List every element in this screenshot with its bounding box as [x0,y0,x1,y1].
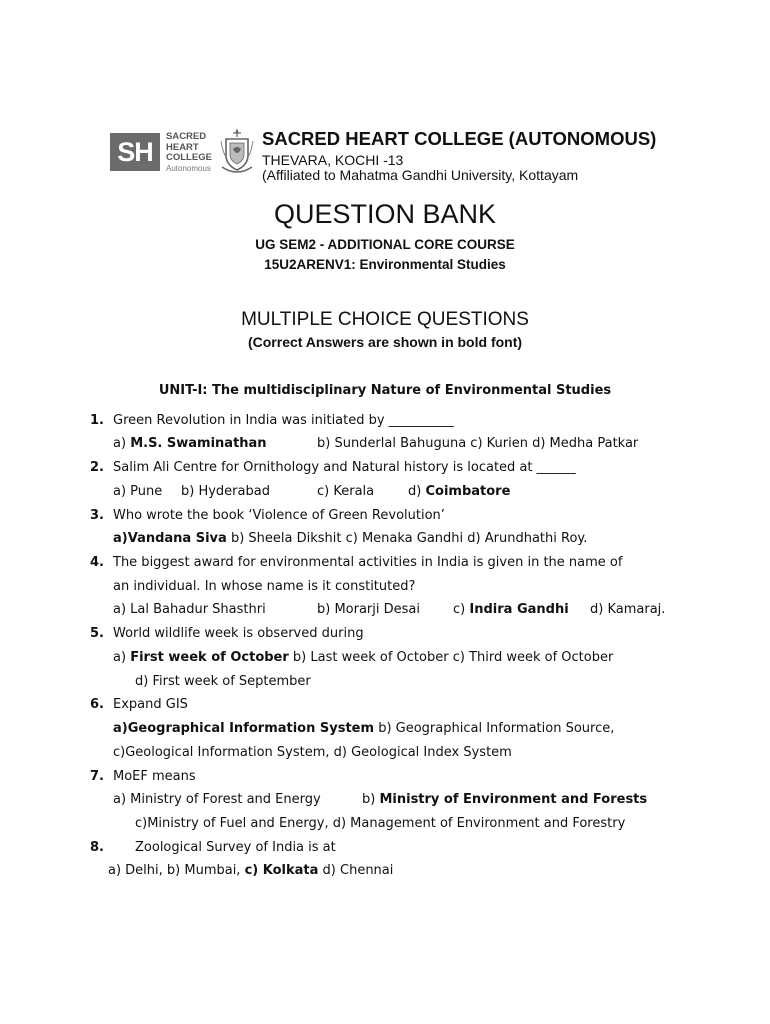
logo-line-4: Autonomous [166,163,211,173]
question-3-text: Who wrote the book ‘Violence of Green Revolution’ [113,508,445,523]
college-address: THEVARA, KOCHI -13 [262,152,404,168]
option-label: a) [113,436,127,451]
question-1-options [113,436,267,451]
section-title: MULTIPLE CHOICE QUESTIONS [241,309,529,330]
crest-icon [220,127,254,177]
correct-answer: Ministry of Environment and Forests [379,792,648,807]
college-affiliation: (Affiliated to Mahatma Gandhi University, Kottayam [262,167,579,183]
question-8-number: 8. [90,840,104,855]
logo-wordmark [166,132,212,174]
option-label: d) [408,484,422,499]
correct-answer: Indira Gandhi [469,602,569,617]
question-2-text: Salim Ali Centre for Ornithology and Natural history is located at ______ [113,460,576,475]
question-2-option-d [408,484,510,499]
question-4-text-line-2: an individual. In whose name is it constituted? [113,579,416,594]
question-7-options-line-2: c)Ministry of Fuel and Energy, d) Management of Environment and Forestry [135,816,626,831]
course-code-line: 15U2ARENV1: Environmental Studies [264,257,506,272]
question-4-option-d: d) Kamaraj. [590,602,666,617]
question-6-options-line-2: c)Geological Information System, d) Geological Index System [113,745,512,760]
document-title: QUESTION BANK [273,199,497,229]
option-label: c) [453,602,466,617]
question-4-option-a: a) Lal Bahadur Shasthri [113,602,266,617]
question-7-number: 7. [90,769,104,784]
section-note: (Correct Answers are shown in bold font) [247,334,523,350]
correct-answer: Coimbatore [425,484,511,499]
question-1-other-options: b) Sunderlal Bahuguna c) Kurien d) Medha Patkar [317,436,639,451]
other-options: a) Delhi, b) Mumbai, [108,863,241,878]
question-7-text: MoEF means [113,769,196,784]
question-5-options-line-2: d) First week of September [135,674,311,689]
question-2-option-c: c) Kerala [317,484,375,499]
other-options: d) Chennai [322,863,394,878]
logo-line-3: COLLEGE [166,152,212,163]
question-3-number: 3. [90,508,104,523]
option-label: b) [362,792,376,807]
question-5-text: World wildlife week is observed during [113,626,364,641]
question-4-number: 4. [90,555,104,570]
correct-answer: c) Kolkata [244,863,319,878]
question-4-option-b: b) Morarji Desai [317,602,420,617]
logo-line-2: HEART [166,141,199,153]
question-1-number: 1. [90,413,104,428]
correct-answer: a)Geographical Information System [113,721,375,736]
question-2-option-a: a) Pune [113,484,163,499]
logo-line-1: SACRED [166,131,207,142]
question-8-text: Zoological Survey of India is at [135,840,336,855]
question-2-number: 2. [90,460,104,475]
correct-answer: a)Vandana Siva [113,531,227,546]
question-2-option-b: b) Hyderabad [181,484,270,499]
other-options: b) Geographical Information Source, [378,721,615,736]
course-line: UG SEM2 - ADDITIONAL CORE COURSE [255,237,515,252]
question-6-options [113,721,614,736]
question-6-number: 6. [90,697,104,712]
logo-mark: SH [110,133,160,171]
option-label: a) [113,650,127,665]
other-options: b) Last week of October c) Third week of October [292,650,614,665]
other-options: b) Sheela Dikshit c) Menaka Gandhi d) Arundhathi Roy. [230,531,588,546]
correct-answer: M.S. Swaminathan [130,436,267,451]
question-5-number: 5. [90,626,104,641]
question-1-text: Green Revolution in India was initiated by __________ [113,413,454,428]
question-3-options [113,531,587,546]
question-4-option-c [453,602,569,617]
question-6-text: Expand GIS [113,697,188,712]
college-logo [110,127,256,177]
college-name: SACRED HEART COLLEGE (AUTONOMOUS) [262,128,657,149]
question-7-option-a: a) Ministry of Forest and Energy [113,792,321,807]
question-4-text-line-1: The biggest award for environmental activities in India is given in the name of [113,555,623,570]
correct-answer: First week of October [130,650,289,665]
question-8-options [108,863,393,878]
unit-title: UNIT-I: The multidisciplinary Nature of Environmental Studies [158,383,612,398]
question-7-option-b [362,792,647,807]
question-5-options [113,650,613,665]
